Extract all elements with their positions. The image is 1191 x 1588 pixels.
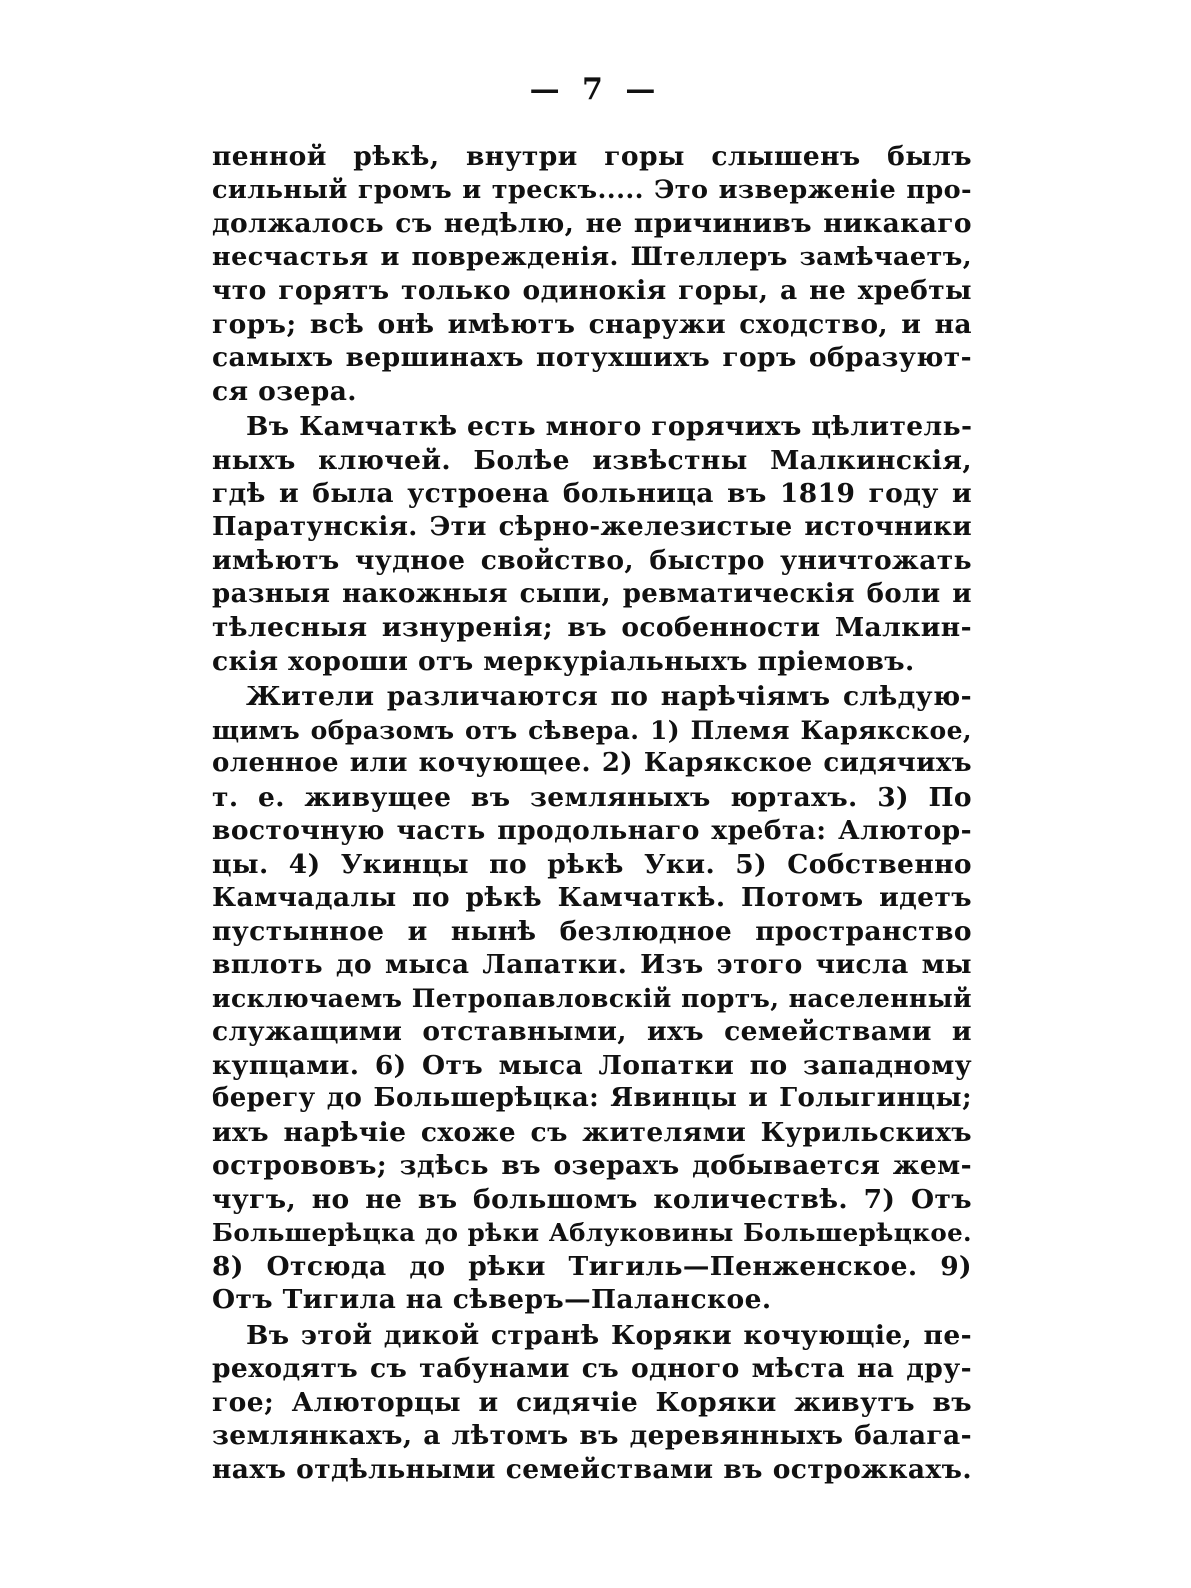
text-line: берегу до Большерѣцка: Явинцы и Голыгинцы; (212, 1083, 972, 1113)
text-line: несчастья и поврежденія. Штеллеръ замѣчаетъ, (212, 241, 972, 272)
text-line: самыхъ вершинахъ потухшихъ горъ образуют- (212, 342, 972, 373)
text-line: оленное или кочующее. 2) Карякское сидячихъ (212, 748, 972, 778)
paragraph (212, 140, 972, 408)
text-line: ся озера. (212, 375, 357, 407)
paragraph (212, 410, 972, 678)
text-line: 8) Отсюда до рѣки Тигиль—Пенженское. 9) (212, 1250, 972, 1282)
text-line: восточную часть продольнаго хребта: Алютор- (212, 815, 972, 846)
text-line: горъ; всѣ онѣ имѣютъ снаружи сходство, и на (212, 308, 972, 340)
text-line: землянкахъ, а лѣтомъ въ деревянныхъ балага- (212, 1420, 972, 1451)
text-line: Большерѣцка до рѣки Аблуковины Большерѣцкое. (212, 1218, 972, 1247)
text-line: разныя накожныя сыпи, ревматическія боли и (212, 578, 972, 609)
text-line: должалось съ недѣлю, не причинивъ никакаго (212, 208, 972, 239)
text-line: щимъ образомъ отъ сѣвера. 1) Племя Карякское, (212, 715, 972, 745)
text-line: реходятъ съ табунами съ одного мѣста на дру- (212, 1353, 972, 1384)
page-number: — 7 — (529, 72, 662, 107)
text-line: острововъ; здѣсь въ озерахъ добывается жем- (212, 1150, 972, 1181)
text-line: вплоть до мыса Лапатки. Изъ этого числа мы (212, 949, 972, 980)
text-line: тѣлесныя изнуренія; въ особенности Малкин- (212, 612, 972, 643)
text-line: имѣютъ чудное свойство, быстро уничтожать (212, 545, 972, 576)
text-line: ихъ нарѣчіе схоже съ жителями Курильскихъ (212, 1116, 972, 1148)
text-line: что горятъ только одинокія горы, а не хребты (212, 275, 972, 306)
body-text (212, 140, 972, 1486)
text-line: Камчадалы по рѣкѣ Камчаткѣ. Потомъ идетъ (212, 882, 972, 913)
text-line: купцами. 6) Отъ мыса Лопатки по западному (212, 1049, 972, 1081)
text-line: гдѣ и была устроена больница въ 1819 году и (212, 478, 972, 509)
text-line: ныхъ ключей. Болѣе извѣстны Малкинскія, (212, 444, 972, 476)
text-line: цы. 4) Укинцы по рѣкѣ Уки. 5) Собственно (212, 848, 972, 880)
paragraph (212, 680, 972, 1317)
paragraph (212, 1319, 972, 1487)
text-line: пустынное и нынѣ безлюдное пространство (212, 915, 972, 947)
text-line: чугъ, но не въ большомъ количествѣ. 7) Отъ (212, 1183, 972, 1215)
text-line: нахъ отдѣльными семействами въ острожкахъ. (212, 1453, 972, 1485)
text-line: исключаемъ Петропавловскій портъ, населенный (212, 983, 972, 1013)
text-line: Паратунскія. Эти сѣрно-железистые источники (212, 511, 972, 542)
text-line: Въ Камчаткѣ есть много горячихъ цѣлитель- (246, 411, 973, 442)
text-line: сильный громъ и трескъ..... Это изверженіе про- (212, 174, 972, 205)
text-line: пенной рѣкѣ, внутри горы слышенъ былъ (212, 141, 972, 172)
text-line: служащими отставными, ихъ семействами и (212, 1016, 972, 1047)
text-line: Отъ Тигила на сѣверъ—Паланское. (212, 1284, 772, 1315)
text-line: Въ этой дикой странѣ Коряки кочующіе, пе- (246, 1319, 972, 1351)
text-line: гое; Алюторцы и сидячіе Коряки живутъ въ (212, 1386, 972, 1418)
text-line: Жители различаются по нарѣчіямъ слѣдую- (246, 681, 972, 712)
text-line: скія хороши отъ меркуріальныхъ пріемовъ. (212, 645, 915, 677)
text-line: т. е. живущее въ земляныхъ юртахъ. 3) По (212, 781, 972, 813)
